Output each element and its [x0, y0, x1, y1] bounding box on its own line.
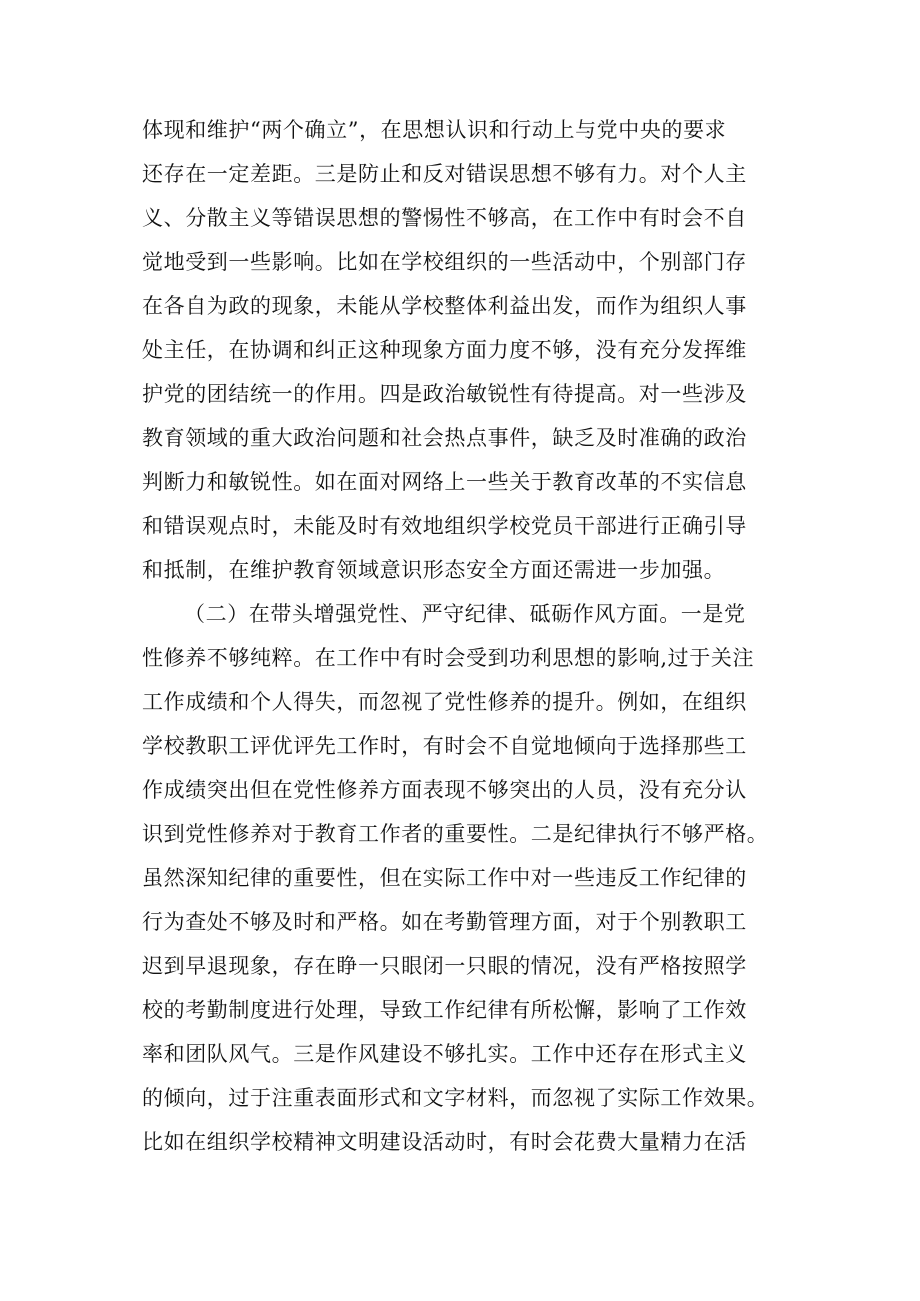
- text-line: 工作成绩和个人得失，而忽视了党性修养的提升。例如，在组织: [142, 690, 747, 714]
- text-line: 识到党性修养对于教育工作者的重要性。二是纪律执行不够严格。: [142, 822, 769, 846]
- text-line: 在各自为政的现象，未能从学校整体利益出发，而作为组织人事: [142, 294, 747, 318]
- text-line: 判断力和敏锐性。如在面对网络上一些关于教育改革的不实信息: [142, 470, 747, 494]
- text-line: 学校教职工评优评先工作时，有时会不自觉地倾向于选择那些工: [142, 734, 747, 758]
- text-line: 虽然深知纪律的重要性，但在实际工作中对一些违反工作纪律的: [142, 866, 747, 890]
- body-text: [142, 108, 802, 1164]
- text-line: 行为查处不够及时和严格。如在考勤管理方面，对于个别教职工: [142, 910, 747, 934]
- text-line: 校的考勤制度进行处理，导致工作纪律有所松懈，影响了工作效: [142, 998, 747, 1022]
- text-line: 护党的团结统一的作用。四是政治敏锐性有待提高。对一些涉及: [142, 382, 747, 406]
- section-heading-line: （二）在带头增强党性、严守纪律、砥砺作风方面。一是党: [184, 602, 746, 626]
- text-line: 比如在组织学校精神文明建设活动时，有时会花费大量精力在活: [142, 1130, 747, 1154]
- text-line: 觉地受到一些影响。比如在学校组织的一些活动中，个别部门存: [142, 250, 747, 274]
- text-line: 性修养不够纯粹。在工作中有时会受到功利思想的影响,过于关注: [142, 646, 755, 670]
- text-line: 迟到早退现象，存在睁一只眼闭一只眼的情况，没有严格按照学: [142, 954, 747, 978]
- text-line: 教育领域的重大政治问题和社会热点事件，缺乏及时准确的政治: [142, 426, 747, 450]
- text-line: 率和团队风气。三是作风建设不够扎实。工作中还存在形式主义: [142, 1042, 747, 1066]
- text-line: 义、分散主义等错误思想的警惕性不够高，在工作中有时会不自: [142, 206, 747, 230]
- text-line: 还存在一定差距。三是防止和反对错误思想不够有力。对个人主: [142, 162, 747, 186]
- text-line: 体现和维护“两个确立”，在思想认识和行动上与党中央的要求: [142, 118, 727, 142]
- text-line: 和抵制，在维护教育领域意识形态安全方面还需进一步加强。: [142, 558, 726, 582]
- text-line: 作成绩突出但在党性修养方面表现不够突出的人员，没有充分认: [142, 778, 747, 802]
- text-line: 处主任，在协调和纠正这种现象方面力度不够，没有充分发挥维: [142, 338, 747, 362]
- text-line: 的倾向，过于注重表面形式和文字材料，而忽视了实际工作效果。: [142, 1086, 769, 1110]
- text-line: 和错误观点时，未能及时有效地组织学校党员干部进行正确引导: [142, 514, 747, 538]
